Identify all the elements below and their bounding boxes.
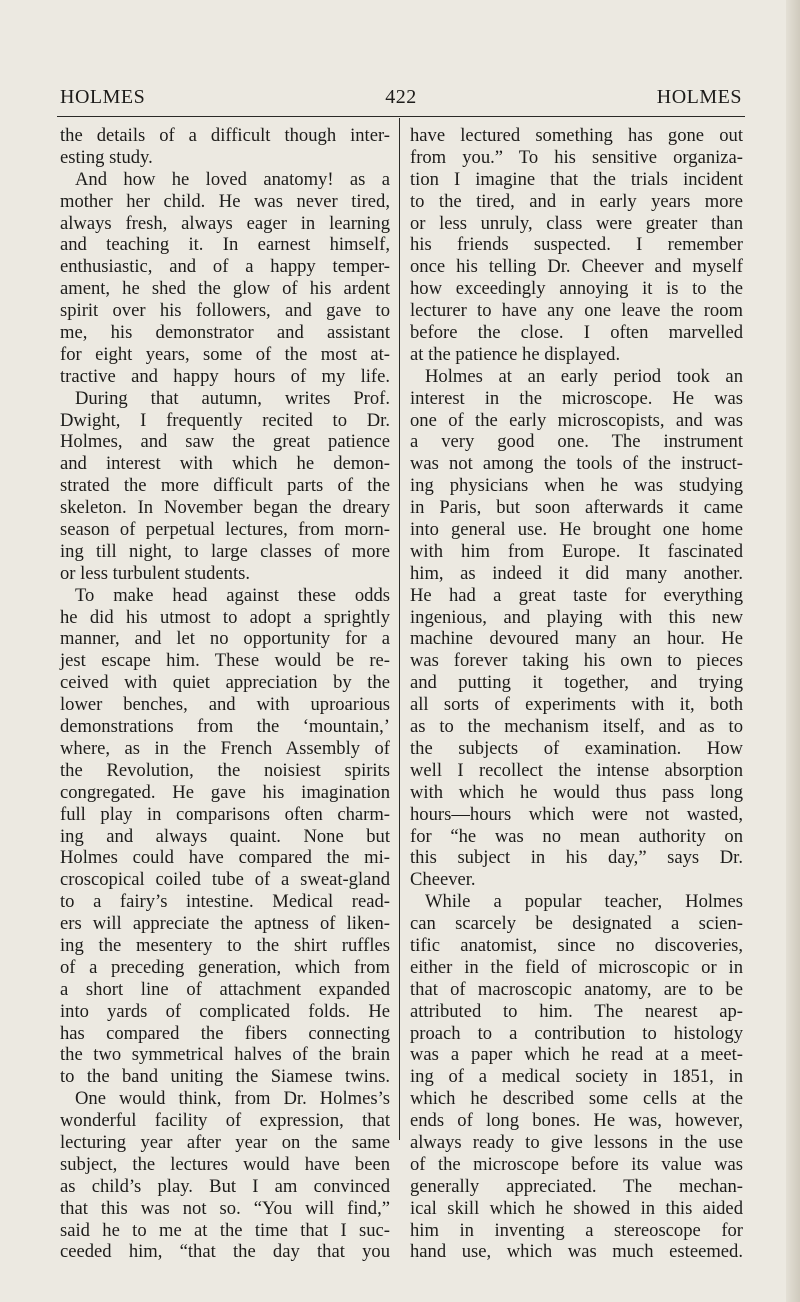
text-line: him in inventing a stereoscope for [410,1219,743,1241]
text-line: into yards of complicated folds. He [60,1000,390,1022]
text-line: tractive and happy hours of my life. [60,365,390,387]
text-line: ing and always quaint. None but [60,825,390,847]
text-line: the subjects of examination. How [410,737,743,759]
text-line: tific anatomist, since no discoveries, [410,934,743,956]
text-line: And how he loved anatomy! as a [75,168,390,190]
text-line: was not among the tools of the instruct- [410,453,743,475]
text-line: or less turbulent students. [60,562,251,584]
text-line: to the band uniting the Siamese twins. [60,1066,390,1088]
text-line: mother her child. He was never tired, [60,190,390,212]
text-line: how exceedingly annoying it is to the [410,278,743,300]
text-line: that of macroscopic anatomy, are to be [410,978,743,1000]
text-line: either in the field of microscopic or in [410,956,743,978]
running-head-right: HOLMES [656,86,742,108]
text-line: skeleton. In November began the dreary [60,497,390,519]
text-line: before the close. I often marvelled [410,322,743,344]
text-line: his friends suspected. I remember [410,234,743,256]
text-line: machine devoured many an hour. He [410,628,743,650]
text-line: and interest with which he demon- [60,453,390,475]
text-line: enthusiastic, and of a happy temper- [60,256,390,278]
text-line: One would think, from Dr. Holmes’s [75,1088,390,1110]
text-line: To make head against these odds [75,584,390,606]
text-line: have lectured something has gone out [410,125,743,146]
text-line: always fresh, always eager in learning [60,212,390,234]
running-head-left: HOLMES [60,86,146,108]
text-line: strated the more difficult parts of the [60,475,390,497]
text-line: He had a great taste for everything [410,584,743,606]
text-line: ceived with quiet appreciation by the [60,672,390,694]
text-line: of the microscope before its value was [410,1153,743,1175]
column-divider [399,118,400,1140]
text-line: lecturer to have any one leave the room [410,300,743,322]
text-line: lower benches, and with uproarious [60,694,390,716]
text-line: from you.” To his sensitive organiza- [410,146,743,168]
text-line: hours—hours which were not wasted, [410,803,743,825]
text-line: or less unruly, class were greater than [410,212,743,234]
text-line: the two symmetrical halves of the brain [60,1044,390,1066]
text-line: which he described some cells at the [410,1088,743,1110]
text-line: that this was not so. “You will find,” [60,1197,390,1219]
text-line: esting study. [60,146,153,168]
text-line: ament, he shed the glow of his ardent [60,278,390,300]
page-number: 422 [385,86,417,108]
right-column [410,125,743,1263]
text-line: ing of a medical society in 1851, in [410,1066,743,1088]
text-line: Holmes could have compared the mi- [60,847,390,869]
text-line: to the tired, and in early years more [410,190,743,212]
text-line: ing physicians when he was studying [410,475,743,497]
page-edge [786,0,800,1302]
text-line: congregated. He gave his imagination [60,781,390,803]
text-line: with which he would thus pass long [410,781,743,803]
text-line: once his telling Dr. Cheever and myself [410,256,743,278]
text-line: ends of long bones. He was, however, [410,1110,743,1132]
text-line: for “he was no mean authority on [410,825,743,847]
text-line: generally appreciated. The mechan- [410,1175,743,1197]
text-line: where, as in the French Assembly of [60,737,390,759]
text-line: season of perpetual lectures, from morn- [60,519,390,541]
text-line: all sorts of experiments with it, both [410,694,743,716]
text-line: While a popular teacher, Holmes [425,891,743,913]
text-line: into general use. He brought one home [410,519,743,541]
text-line: the details of a difficult though inter- [60,125,390,146]
text-line: Dwight, I frequently recited to Dr. [60,409,390,431]
left-column [60,125,390,1263]
text-line: hand use, which was much esteemed. [410,1241,743,1263]
text-line: a very good one. The instrument [410,431,743,453]
header-rule [57,116,745,117]
text-line: attributed to him. The nearest ap- [410,1000,743,1022]
text-line: ingenious, and playing with this new [410,606,743,628]
text-line: in Paris, but soon afterwards it came [410,497,743,519]
text-line: at the patience he displayed. [410,343,621,365]
text-line: well I recollect the intense absorption [410,759,743,781]
text-line: for eight years, some of the most at- [60,343,390,365]
text-line: and putting it together, and trying [410,672,743,694]
text-line: ical skill which he showed in this aided [410,1197,743,1219]
text-line: ceeded him, “that the day that you [60,1241,390,1263]
text-line: Cheever. [410,869,476,891]
text-line: Holmes at an early period took an [425,365,743,387]
text-line: me, his demonstrator and assistant [60,322,390,344]
text-line: wonderful facility of expression, that [60,1110,390,1132]
text-line: Holmes, and saw the great patience [60,431,390,453]
text-line: During that autumn, writes Prof. [75,387,390,409]
text-line: as to the mechanism itself, and as to [410,716,743,738]
text-line: to a fairy’s intestine. Medical read- [60,891,390,913]
text-line: tion I imagine that the trials incident [410,168,743,190]
text-line: jest escape him. These would be re- [60,650,390,672]
text-line: manner, and let no opportunity for a [60,628,390,650]
text-line: with him from Europe. It fascinated [410,540,743,562]
text-line: ing till night, to large classes of more [60,540,390,562]
text-line: one of the early microscopists, and was [410,409,743,431]
text-line: subject, the lectures would have been [60,1153,390,1175]
text-line: of a preceding generation, which from [60,956,390,978]
text-line: said he to me at the time that I suc- [60,1219,390,1241]
text-line: proach to a contribution to histology [410,1022,743,1044]
text-line: ing the mesentery to the shirt ruffles [60,934,390,956]
text-line: ers will appreciate the aptness of liken- [60,913,390,935]
text-line: the Revolution, the noisiest spirits [60,759,390,781]
text-line: and teaching it. In earnest himself, [60,234,390,256]
text-line: spirit over his followers, and gave to [60,300,390,322]
text-line: croscopical coiled tube of a sweat-gland [60,869,390,891]
text-line: him, as indeed it did many another. [410,562,743,584]
text-line: always ready to give lessons in the use [410,1131,743,1153]
text-line: was forever taking his own to pieces [410,650,743,672]
text-line: lecturing year after year on the same [60,1131,390,1153]
text-line: can scarcely be designated a scien- [410,913,743,935]
running-head [60,86,742,116]
text-line: as child’s play. But I am convinced [60,1175,390,1197]
text-line: he did his utmost to adopt a sprightly [60,606,390,628]
text-line: a short line of attachment expanded [60,978,390,1000]
text-line: demonstrations from the ‘mountain,’ [60,716,390,738]
text-line: this subject in his day,” says Dr. [410,847,743,869]
text-line: full play in comparisons often charm- [60,803,390,825]
text-line: has compared the fibers connecting [60,1022,390,1044]
text-line: was a paper which he read at a meet- [410,1044,743,1066]
text-line: interest in the microscope. He was [410,387,743,409]
